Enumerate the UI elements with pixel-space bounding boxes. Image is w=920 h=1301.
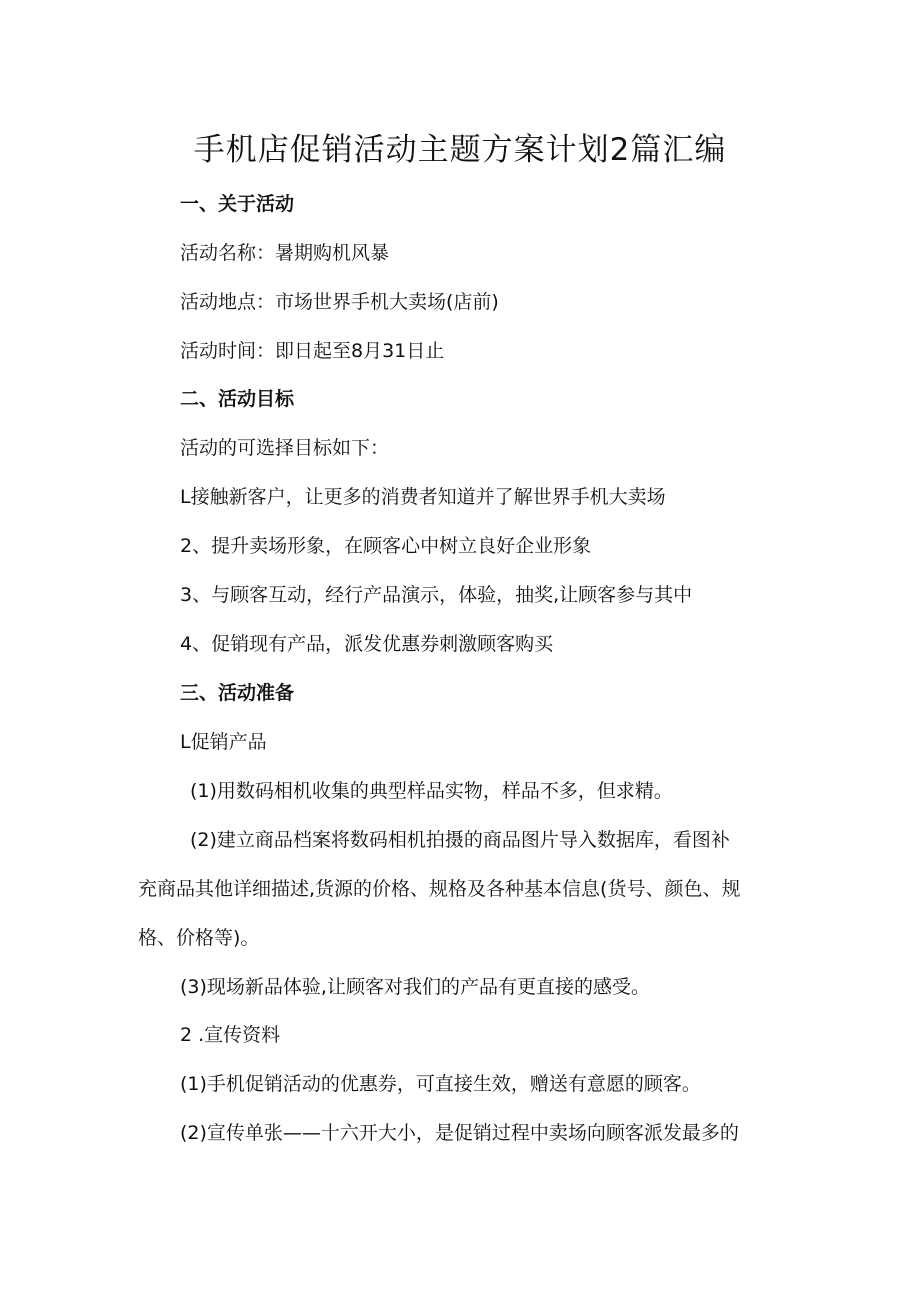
paragraph-material-2: (2)宣传单张——十六开大小，是促销过程中卖场向顾客派发最多的 bbox=[180, 1122, 739, 1144]
list-item-goal-1: L接触新客户，让更多的消费者知道并了解世界手机大卖场 bbox=[180, 486, 666, 508]
section-heading-preparation: 三、活动准备 bbox=[180, 682, 295, 704]
paragraph-event-location: 活动地点：市场世界手机大卖场(店前) bbox=[180, 291, 499, 313]
subheading-promo-products: L促销产品 bbox=[180, 731, 267, 753]
paragraph-product-2: (2)建立商品档案将数码相机拍摄的商品图片导入数据库，看图补 bbox=[190, 829, 730, 851]
list-item-goal-4: 4、促销现有产品，派发优惠券刺激顾客购买 bbox=[180, 633, 554, 655]
subheading-promo-materials: 2 .宣传资料 bbox=[180, 1024, 281, 1046]
paragraph-product-3: (3)现场新品体验,让顾客对我们的产品有更直接的感受。 bbox=[180, 976, 650, 998]
section-heading-goals: 二、活动目标 bbox=[180, 388, 295, 410]
list-item-goal-3: 3、与顾客互动，经行产品演示，体验，抽奖,让顾客参与其中 bbox=[180, 584, 693, 606]
document-title: 手机店促销活动主题方案计划2篇汇编 bbox=[193, 132, 727, 168]
paragraph-product-1: (1)用数码相机收集的典型样品实物，样品不多，但求精。 bbox=[190, 780, 673, 802]
section-heading-about: 一、关于活动 bbox=[180, 193, 295, 215]
list-item-goal-2: 2、提升卖场形象，在顾客心中树立良好企业形象 bbox=[180, 535, 592, 557]
paragraph-material-1: (1)手机促销活动的优惠券，可直接生效，赠送有意愿的顾客。 bbox=[180, 1073, 701, 1095]
paragraph-event-name: 活动名称：暑期购机风暴 bbox=[180, 242, 390, 264]
paragraph-goals-intro: 活动的可选择目标如下： bbox=[180, 437, 390, 459]
paragraph-event-time: 活动时间：即日起至8月31日止 bbox=[180, 340, 445, 362]
paragraph-product-2-cont: 充商品其他详细描述,货源的价格、规格及各种基本信息(货号、颜色、规 bbox=[138, 878, 741, 900]
paragraph-product-2-end: 格、价格等)。 bbox=[138, 927, 260, 949]
